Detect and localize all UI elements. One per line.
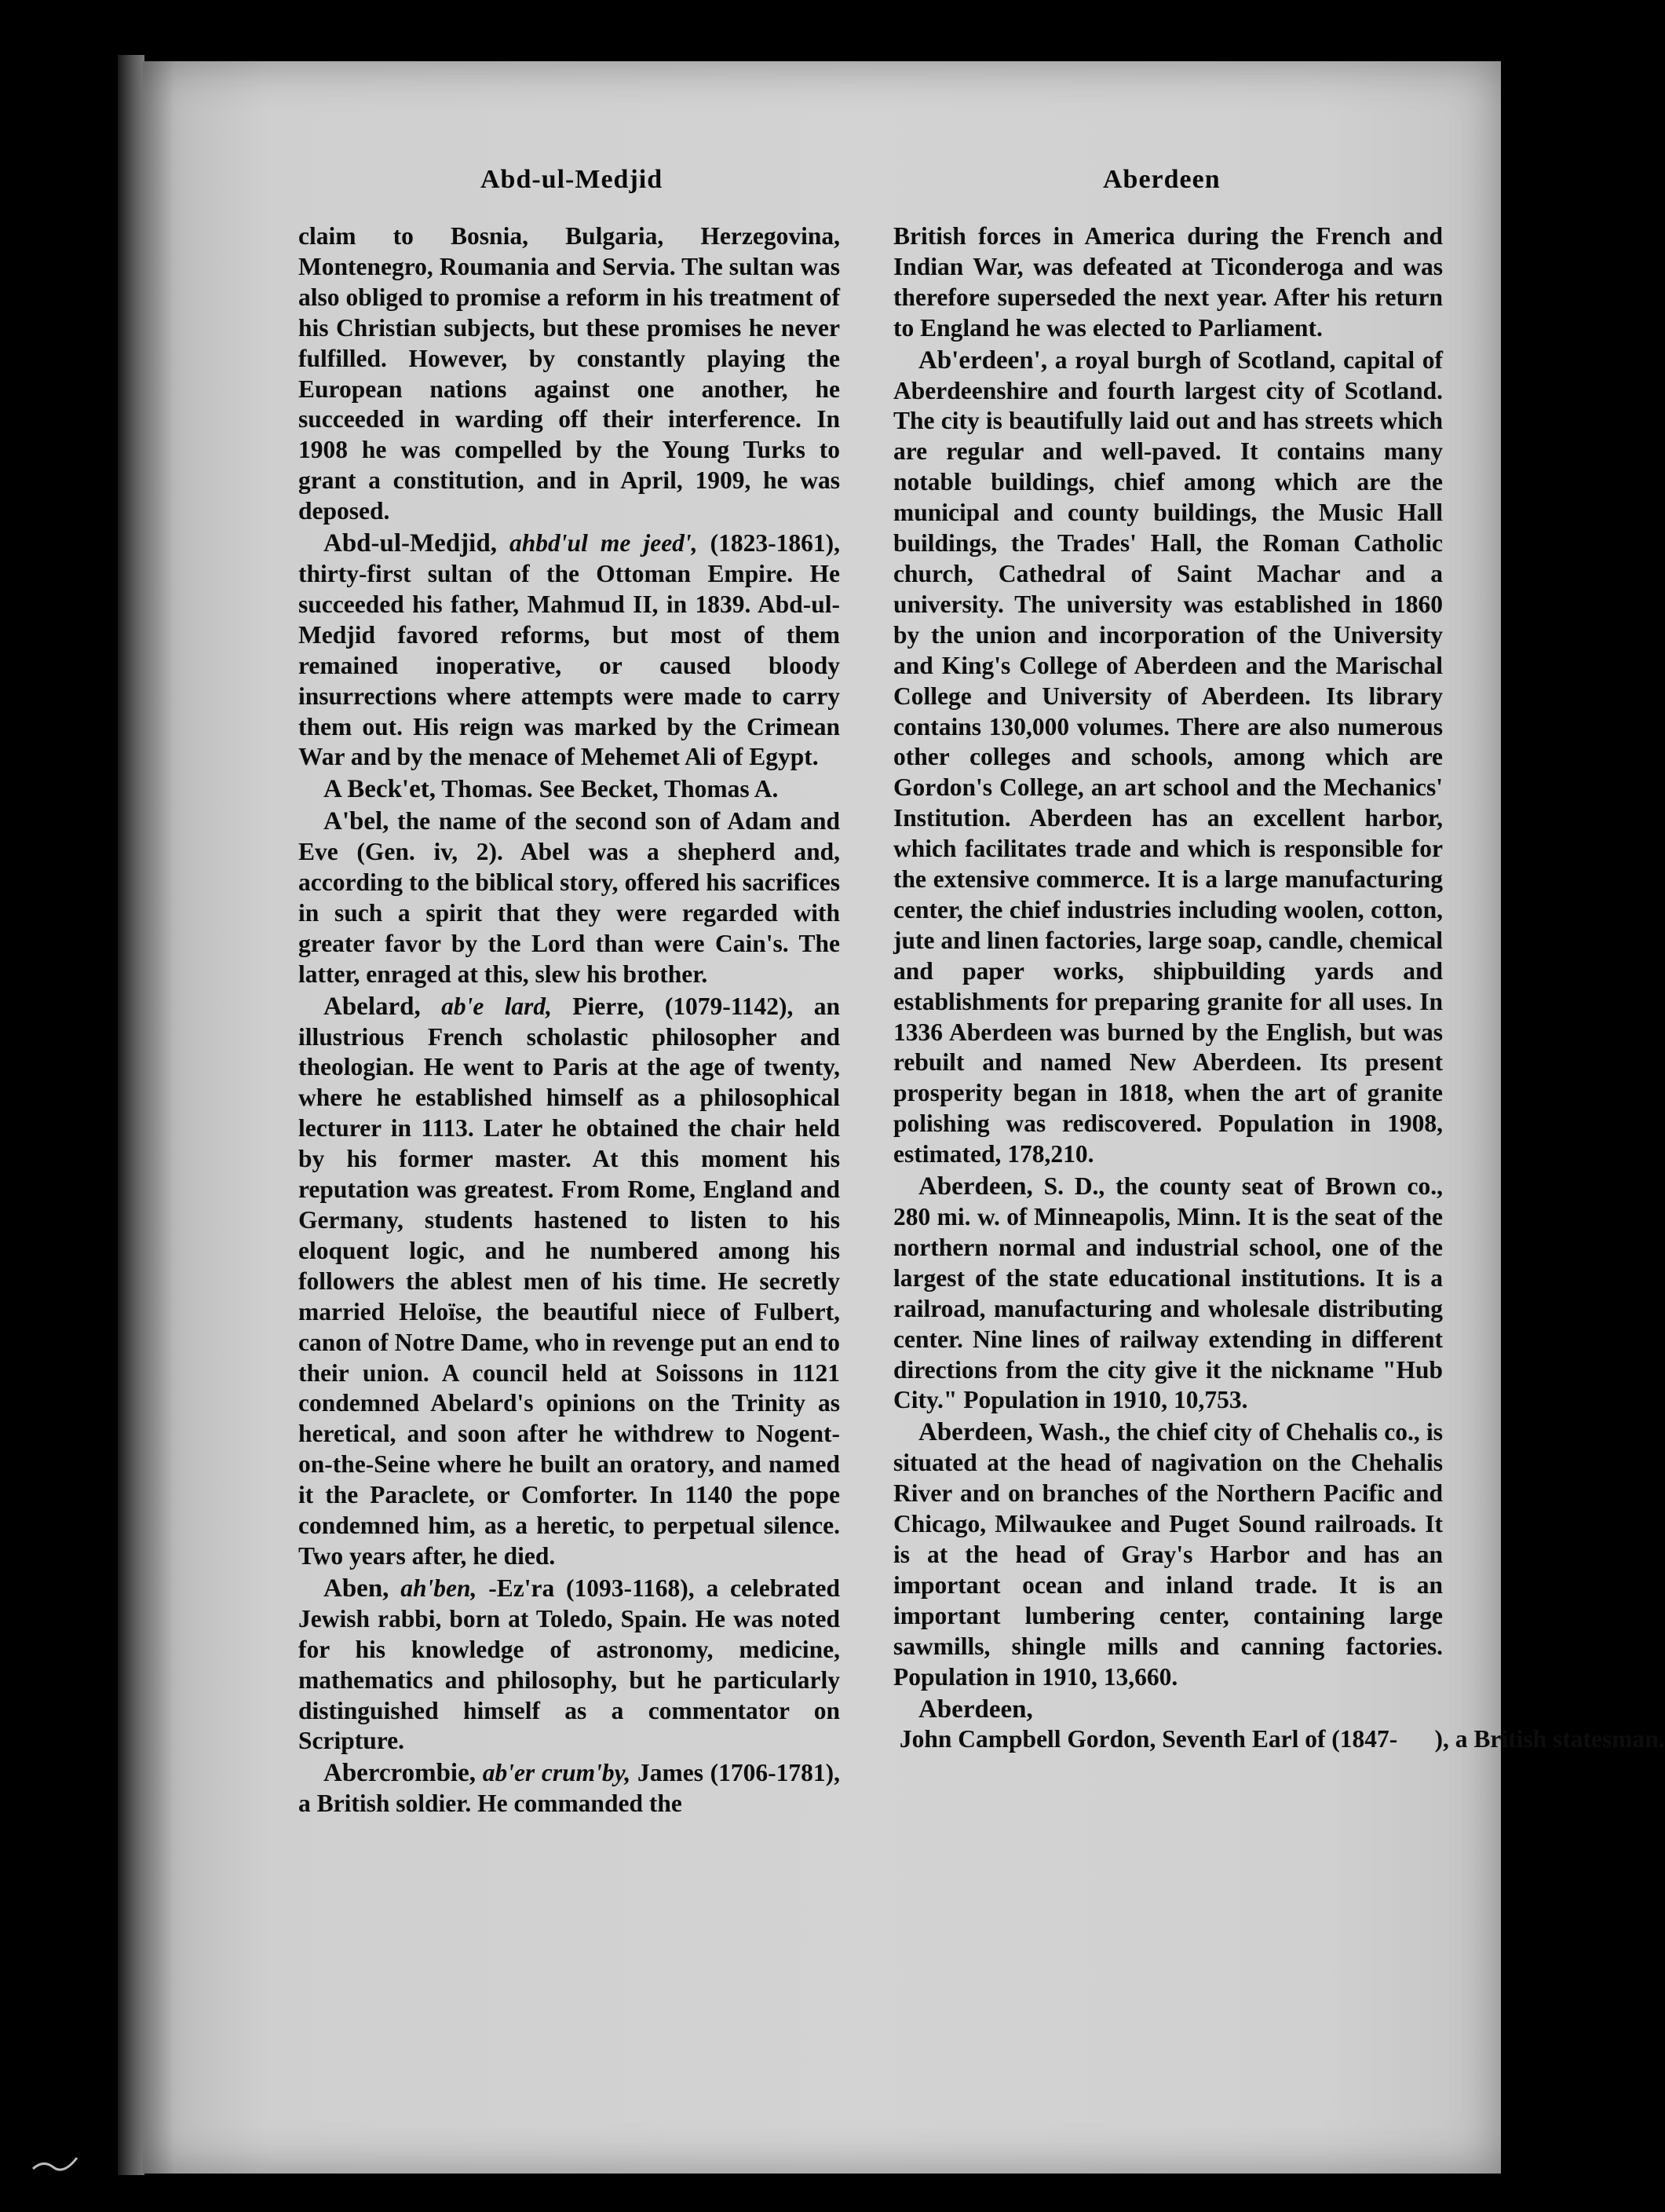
entry-text: -Ez'ra (1093-1168), a celebrated Jewish rabbi, born at Toledo, Spain. He was noted for his knowledge of astronomy, medicine, mathematics and philosophy, but he particularly distinguished himself as a commentator on Scripture.: [298, 1574, 840, 1755]
entry-headword: Aberdeen,: [918, 1418, 1033, 1447]
entry-abel: [298, 806, 840, 989]
entry-headword: Abelard,: [323, 992, 421, 1021]
entry-aberdeen-earl: [893, 1695, 1665, 1756]
entry-aberdeen-scotland: [893, 346, 1443, 1170]
running-header-left: Abd-ul-Medjid: [480, 165, 663, 194]
entry-text: James (1706-1781), a British soldier. He commanded the: [298, 1759, 840, 1818]
entry-headword: Aberdeen,: [918, 1695, 1033, 1724]
entry-pronunciation: ab'er crum'by,: [482, 1759, 631, 1787]
entry-aberdeen-wash: [893, 1417, 1443, 1692]
entry-headword: Aben,: [323, 1574, 389, 1603]
entry-abelard: [298, 992, 840, 1572]
entry-text: a royal burgh of Scotland, capital of Aberdeenshire and fourth largest city of Scotland. The city is beautifully laid out and has streets which are regular and well-paved. It contains many notable buildings, chief among which are the municipal and county buildings, the Music Hall buildings, the Trades' Hall, the Roman Catholic church, Cathedral of Saint Machar and a university. The university was established in 1860 by the union and incorporation of the University and King's College of Aberdeen and the Marischal College and University of Aberdeen. Its library contains 130,000 volumes. There are also numerous other colleges and schools, among which are Gordon's College, an art school and the Mechanics' Institution. Aberdeen has an excellent harbor, which facilitates trade and which is responsible for the extensive commerce. It is a large manufacturing center, the chief industries including woolen, cotton, jute and linen factories, large soap, candle, chemical and paper works, shipbuilding yards and establishments for preparing granite for all uses. In 1336 Aberdeen was burned by the English, but was rebuilt and named New Aberdeen. Its present prosperity began in 1818, when the art of granite polishing was rediscovered. Population in 1908, estimated, 178,210.: [893, 346, 1443, 1168]
entry-text: Wash., the chief city of Chehalis co., is situated at the head of nagivation on the Chehalis River and on branches of the Northern Pacific and Chicago, Milwaukee and Puget Sound railroads. It is at the head of Gray's Harbor and has an important ocean and inland trade. It is an important lumbering center, containing large sawmills, shingle mills and canning factories. Population in 1910, 13,660.: [893, 1418, 1443, 1691]
entry-headword: A Beck'et,: [323, 775, 436, 804]
entry-headword: Aberdeen,: [918, 1172, 1033, 1201]
entry-text: Pierre, (1079-1142), an illustrious French scholastic philosopher and theologian. He went to Paris at the age of twenty, where he established himself as a philosophical lecturer in 1113. Later he obtained the chair held by his former master. At this moment his reputation was greatest. From Rome, England and Germany, students hastened to listen to his eloquent logic, and he numbered among his followers the ablest men of his time. He secretly married Heloïse, the beautiful niece of Fulbert, canon of Notre Dame, who in revenge put an end to their union. A council held at Soissons in 1121 condemned Abelard's opinions on the Trinity as heretical, and soon after he withdrew to Nogent-on-the-Seine where he built an oratory, and named it the Paraclete, or Comforter. In 1140 the pope condemned him, as a heretic, to perpetual silence. Two years after, he died.: [298, 992, 840, 1570]
entry-headword: Ab'erdeen',: [918, 346, 1048, 375]
left-column: [298, 221, 840, 1819]
running-header-right: Aberdeen: [1103, 165, 1221, 194]
continuation-text: claim to Bosnia, Bulgaria, Herzegovina, Montenegro, Roumania and Servia. The sultan was also obliged to promise a reform in his treatment of his Christian subjects, but these promises he never fulfilled. However, by constantly playing the European nations against one another, he succeeded in warding off their interference. In 1908 he was compelled by the Young Turks to grant a constitution, and in April, 1909, he was deposed.: [298, 222, 840, 525]
entry-aben-ezra: [298, 1574, 840, 1757]
entry-abd-ul-medjid: [298, 528, 840, 773]
entry-headword: Abercrombie,: [323, 1759, 476, 1788]
book-spine-shadow: [118, 55, 144, 2175]
entry-a-becket: [298, 774, 840, 805]
entry-abercrombie: [298, 1758, 840, 1819]
entry-text: S. D., the county seat of Brown co., 280 mi. w. of Minneapolis, Minn. It is the seat of the northern normal and industrial school, one of the largest of the state educational institutions. It is a railroad, manufacturing and wholesale distributing center. Nine lines of railway extending in different directions from the city give it the nickname "Hub City." Population in 1910, 10,753.: [893, 1172, 1443, 1414]
entry-pronunciation: ahbd'ul me jeed',: [509, 529, 698, 558]
entry-pronunciation: ah'ben,: [400, 1574, 477, 1602]
scan-artifact-mark: [31, 2152, 79, 2175]
entry-headword: Abd-ul-Medjid,: [323, 529, 497, 558]
right-column: [893, 221, 1665, 1755]
entry-text: Thomas. See Becket, Thomas A.: [435, 775, 779, 803]
entry-headword: A'bel,: [323, 807, 389, 836]
entry-aberdeen-sd: [893, 1172, 1443, 1416]
entry-pronunciation: ab'e lard,: [441, 992, 552, 1020]
entry-text: the name of the second son of Adam and Eve (Gen. iv, 2). Abel was a shepherd and, according to the biblical story, offered his sacrifices in such a spirit that they were regarded with greater favor by the Lord than were Cain's. The latter, enraged at this, slew his brother.: [298, 807, 840, 988]
entry-text: John Campbell Gordon, Seventh Earl of (1847- ), a British statesman.: [893, 1725, 1665, 1753]
entry-text: (1823-1861), thirty-first sultan of the Ottoman Empire. He succeeded his father, Mahmud II, in 1839. Abd-ul-Medjid favored reforms, but most of them remained inoperative, or caused bloody insurrections where attempts were made to carry them out. His reign was marked by the Crimean War and by the menace of Mehemet Ali of Egypt.: [298, 529, 840, 771]
continuation-text: British forces in America during the French and Indian War, was defeated at Ticonderoga and was therefore superseded the next year. After his return to England he was elected to Parliament.: [893, 222, 1443, 342]
